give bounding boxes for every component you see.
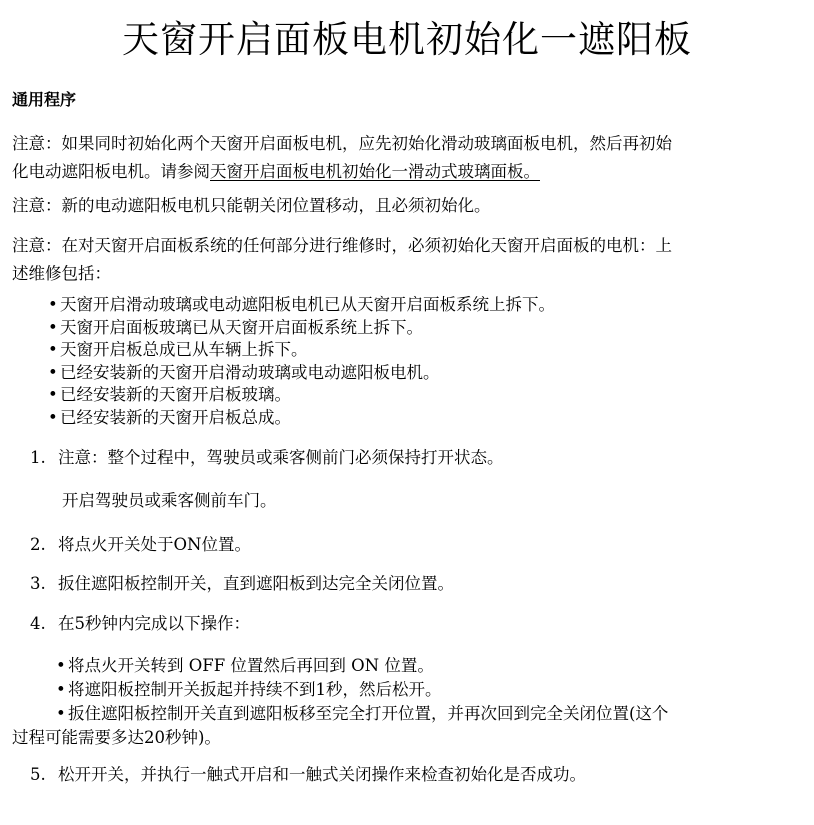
list-item-text: 天窗开启滑动玻璃或电动遮阳板电机已从天窗开启面板系统上拆下。 [60, 295, 555, 314]
list-item-text: 将遮阳板控制开关扳起并持续不到1秒，然后松开。 [68, 680, 442, 699]
step-1-detail: 开启驾驶员或乘客侧前车门。 [62, 491, 277, 510]
glass-panel-initialization-link[interactable]: 天窗开启面板电机初始化一滑动式玻璃面板。 [210, 162, 540, 181]
bullet-icon: • [48, 385, 58, 404]
list-item-text: 已经安装新的天窗开启板玻璃。 [60, 385, 291, 404]
step-1 [30, 446, 504, 470]
bullet-icon: • [48, 340, 58, 359]
bullet-icon: • [48, 317, 58, 337]
list-item [48, 384, 555, 407]
note-initialization-order [12, 130, 804, 186]
list-item [48, 407, 555, 430]
list-item [48, 362, 555, 385]
bullet-icon: • [56, 680, 66, 699]
step-number: 2. [30, 535, 46, 554]
list-item [56, 678, 668, 702]
list-item-text: 已经安装新的天窗开启滑动玻璃或电动遮阳板电机。 [60, 362, 440, 382]
bullet-icon: • [48, 362, 58, 382]
list-item [48, 317, 555, 340]
step-5 [30, 763, 586, 787]
list-item [56, 654, 668, 678]
note-line: 注意：在对天窗开启面板系统的任何部分进行维修时，必须初始化天窗开启面板的电机：上 [12, 236, 672, 255]
bullet-icon: • [48, 407, 58, 427]
step-4 [30, 612, 250, 636]
step-text: 扳住遮阳板控制开关，直到遮阳板到达完全关闭位置。 [58, 574, 454, 593]
step-number: 5. [30, 765, 46, 784]
step-4-action-continuation: 过程可能需要多达20秒钟)。 [12, 728, 221, 747]
bullet-icon: • [48, 295, 58, 314]
step-text: 注意：整个过程中，驾驶员或乘客侧前门必须保持打开状态。 [58, 448, 504, 467]
step-number: 3. [30, 574, 46, 593]
step-2 [30, 533, 251, 557]
step-number: 4. [30, 614, 46, 633]
bullet-icon: • [56, 656, 66, 675]
step-text: 在5秒钟内完成以下操作： [58, 614, 250, 633]
list-item [56, 702, 668, 726]
note-new-motor: 注意：新的电动遮阳板电机只能朝关闭位置移动，且必须初始化。 [12, 196, 491, 215]
bullet-icon: • [56, 704, 66, 723]
step-text: 将点火开关处于ON位置。 [58, 535, 251, 554]
step-number: 1. [30, 448, 46, 467]
section-heading: 通用程序 [12, 90, 77, 109]
note-line: 注意：如果同时初始化两个天窗开启面板电机，应先初始化滑动玻璃面板电机，然后再初始 [12, 134, 672, 153]
note-repairs [12, 232, 804, 288]
note-line: 述维修包括： [12, 264, 111, 283]
list-item [48, 339, 555, 362]
list-item-text: 天窗开启板总成已从车辆上拆下。 [60, 340, 308, 359]
list-item-text: 扳住遮阳板控制开关直到遮阳板移至完全打开位置，并再次回到完全关闭位置(这个 [68, 704, 669, 723]
step-text: 松开开关，并执行一触式开启和一触式关闭操作来检查初始化是否成功。 [58, 765, 586, 784]
list-item-text: 将点火开关转到 OFF 位置然后再回到 ON 位置。 [68, 656, 434, 675]
repair-list [48, 294, 555, 429]
list-item [48, 294, 555, 317]
note-text: 化电动遮阳板电机。请参阅 [12, 162, 210, 181]
page-title: 天窗开启面板电机初始化一遮阳板 [122, 18, 692, 61]
step-3 [30, 572, 454, 596]
step-4-action-list [56, 654, 668, 726]
list-item-text: 天窗开启面板玻璃已从天窗开启面板系统上拆下。 [60, 317, 423, 337]
note-line [12, 158, 804, 186]
list-item-text: 已经安装新的天窗开启板总成。 [60, 407, 291, 427]
